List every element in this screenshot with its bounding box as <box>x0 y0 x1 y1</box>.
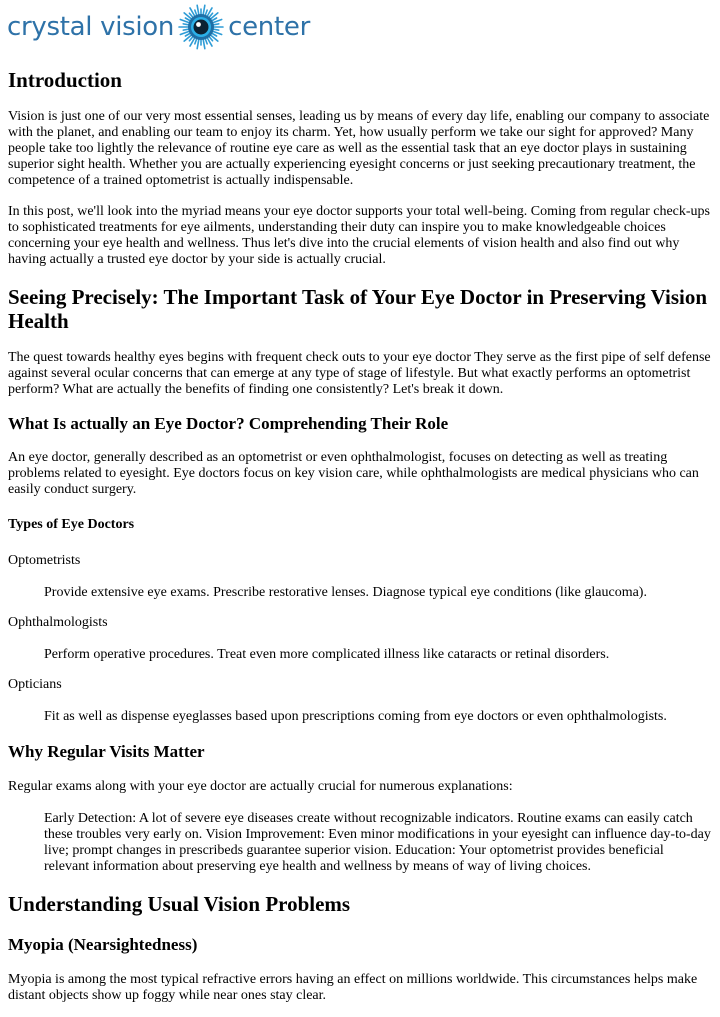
type-term: Ophthalmologists <box>8 615 108 630</box>
type-term: Opticians <box>8 677 62 692</box>
site-logo[interactable] <box>8 0 712 54</box>
intro-paragraph-1: Vision is just one of our very most essential senses, leading us by means of every day life, enabling our company to associate with the planet, and enabling our team to enjoy its charm. Yet, how usually perform we take our sight for approved? Many people take too lightly the relevance of routine eye care as well as the essential task that an eye doctor plays in sustaining superior sight health. Whether you are actually experiencing eyesight concerns or just seeking precautionary treatment, the competence of a trained optometrist is actually indispensable. <box>8 109 710 188</box>
section-2-heading: Understanding Usual Vision Problems <box>8 892 351 916</box>
visits-heading: Why Regular Visits Matter <box>8 742 205 761</box>
intro-heading: Introduction <box>8 68 122 92</box>
role-heading: What Is actually an Eye Doctor? Comprehending Their Role <box>8 414 449 433</box>
logo-text-crystal-vision: crystal vision <box>7 12 175 42</box>
section-1-paragraph: The quest towards healthy eyes begins with frequent check outs to your eye doctor They serve as the first pipe of self defense against several ocular concerns that can emerge at any type of stage of lifestyle. But what exactly performs an optometrist perform? What are actually the benefits of finding one consistently? Let's break it down. <box>8 350 711 397</box>
intro-paragraph-2: In this post, we'll look into the myriad means your eye doctor supports your total well-being. Coming from regular check-ups to sophisticated treatments for eye ailments, understanding their duty can inspire you to make knowledgeable choices concerning your eye health and wellness. Thus let's dive into the crucial elements of vision health and also find out why having actually a trusted eye doctor by your side is actually crucial. <box>8 204 710 267</box>
section-1-heading: Seeing Precisely: The Important Task of Your Eye Doctor in Preserving Vision Health <box>8 285 708 333</box>
eye-logo-icon <box>177 3 225 51</box>
type-description: Fit as well as dispense eyeglasses based upon prescriptions coming from eye doctors or even ophthalmologists. <box>44 709 667 724</box>
type-term: Optometrists <box>8 553 81 568</box>
type-description: Provide extensive eye exams. Prescribe restorative lenses. Diagnose typical eye conditions (like glaucoma). <box>44 585 647 600</box>
myopia-heading: Myopia (Nearsightedness) <box>8 935 198 954</box>
logo-text-center: center <box>228 12 310 42</box>
visits-paragraph: Regular exams along with your eye doctor are actually crucial for numerous explanations: <box>8 779 513 794</box>
visits-detail: Early Detection: A lot of severe eye diseases create without recognizable indicators. Routine exams can easily catch these troubles very early on. Vision Improvement: Even minor modifications in your eyesight can influence day-to-day live; prompt changes in prescribeds guarantee superior vision. Education: Your optometrist provides beneficial relevant information about preserving eye health and wellness by means of way of living choices. <box>44 811 711 874</box>
role-paragraph: An eye doctor, generally described as an optometrist or even ophthalmologist, focuses on detecting as well as treating problems related to eyesight. Eye doctors focus on key vision care, while ophthalmologists are medical physicians who can easily conduct surgery. <box>8 450 699 497</box>
type-description: Perform operative procedures. Treat even more complicated illness like cataracts or retinal disorders. <box>44 647 610 662</box>
myopia-paragraph: Myopia is among the most typical refractive errors having an effect on millions worldwide. This circumstances helps make distant objects show up foggy while near ones stay clear. <box>8 972 698 1003</box>
types-heading: Types of Eye Doctors <box>8 517 135 532</box>
